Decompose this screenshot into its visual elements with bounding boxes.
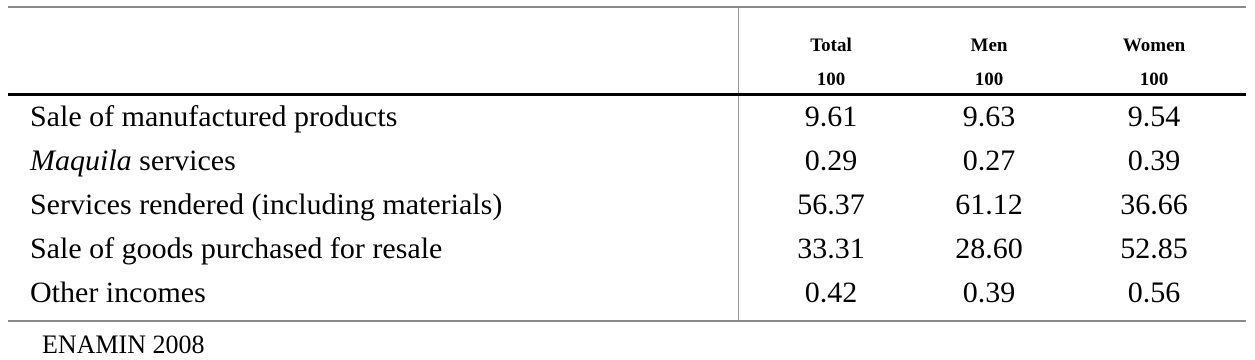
table-row <box>8 187 1246 223</box>
row-label: Sale of manufactured products <box>30 100 398 133</box>
header-women-label: Women <box>1122 35 1186 56</box>
header-total <box>766 29 896 97</box>
table-header <box>8 8 1246 93</box>
cell-men: 61.12 <box>955 188 1023 221</box>
bottom-rule <box>8 320 1246 322</box>
row-label: Services rendered (including materials) <box>30 188 503 221</box>
cell-women: 9.54 <box>1127 100 1181 133</box>
row-label: Other incomes <box>30 276 206 309</box>
header-divider <box>738 8 739 93</box>
row-label-italic: Maquila <box>30 144 132 177</box>
header-men <box>924 29 1054 97</box>
cell-total: 56.37 <box>797 188 865 221</box>
cell-total: 0.29 <box>804 144 858 177</box>
row-label-rest: services <box>131 144 236 177</box>
table-row <box>8 143 1246 179</box>
header-women-base: 100 <box>1139 69 1169 90</box>
header-total-base: 100 <box>816 69 846 90</box>
cell-total: 33.31 <box>797 232 865 265</box>
header-men-label: Men <box>970 35 1008 56</box>
cell-men: 9.63 <box>962 100 1016 133</box>
row-label <box>30 143 236 179</box>
cell-women: 0.39 <box>1127 144 1181 177</box>
header-rule <box>8 93 1246 96</box>
source-note: ENAMIN 2008 <box>42 330 205 359</box>
table-row <box>8 275 1246 311</box>
row-label: Sale of goods purchased for resale <box>30 232 443 265</box>
table-row <box>8 99 1246 135</box>
cell-total: 9.61 <box>804 100 858 133</box>
table-row <box>8 231 1246 267</box>
header-women <box>1089 29 1219 97</box>
cell-women: 52.85 <box>1120 232 1188 265</box>
cell-total: 0.42 <box>804 276 858 309</box>
cell-men: 0.27 <box>962 144 1016 177</box>
cell-men: 28.60 <box>955 232 1023 265</box>
header-total-label: Total <box>810 35 852 56</box>
cell-women: 36.66 <box>1120 188 1188 221</box>
cell-men: 0.39 <box>962 276 1016 309</box>
header-men-base: 100 <box>974 69 1004 90</box>
cell-women: 0.56 <box>1127 276 1181 309</box>
header-blank-cell <box>8 8 738 93</box>
